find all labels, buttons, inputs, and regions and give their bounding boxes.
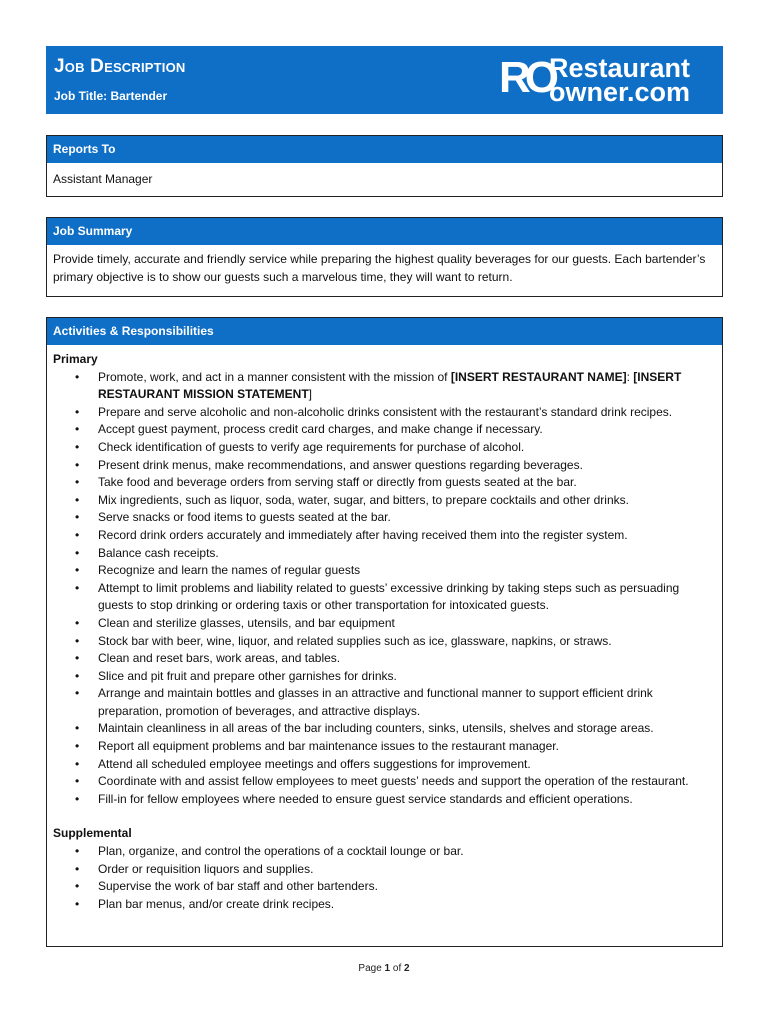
list-item-text: Serve snacks or food items to guests seated at the bar. bbox=[98, 510, 391, 525]
list-item bbox=[53, 633, 716, 651]
mission-placeholder-statement: [INSERT RESTAURANT MISSION STATEMENT bbox=[98, 369, 682, 402]
bullet-icon: • bbox=[75, 861, 80, 876]
activities-section bbox=[46, 317, 723, 947]
list-item bbox=[53, 439, 716, 457]
supplemental-list bbox=[53, 843, 716, 913]
list-item bbox=[53, 791, 716, 809]
list-item bbox=[53, 369, 716, 404]
list-item bbox=[53, 843, 716, 861]
mission-separator: : bbox=[626, 369, 634, 384]
list-item-text: Clean and sterilize glasses, utensils, and bar equipment bbox=[98, 615, 395, 630]
list-item bbox=[53, 896, 716, 914]
list-item bbox=[53, 668, 716, 686]
bullet-icon: • bbox=[75, 510, 80, 525]
supplemental-subheading: Supplemental bbox=[53, 826, 132, 841]
list-item bbox=[53, 492, 716, 510]
list-item-text: Order or requisition liquors and supplies. bbox=[98, 861, 314, 876]
bullet-icon: • bbox=[75, 739, 80, 754]
mission-end: ] bbox=[308, 387, 313, 402]
list-item-text: Accept guest payment, process credit card charges, and make change if necessary. bbox=[98, 422, 543, 437]
list-item bbox=[53, 615, 716, 633]
list-item-text: Take food and beverage orders from serving staff or directly from guests seated at the bar. bbox=[98, 475, 577, 490]
activities-heading: Activities & Responsibilities bbox=[47, 318, 722, 345]
document-header bbox=[46, 46, 723, 114]
bullet-icon: • bbox=[75, 580, 80, 595]
restaurant-owner-logo bbox=[499, 54, 709, 106]
activities-body bbox=[47, 345, 722, 919]
list-item-text: Maintain cleanliness in all areas of the bar including counters, sinks, utensils, shelves and storage areas. bbox=[98, 721, 654, 736]
bullet-icon: • bbox=[75, 686, 80, 701]
list-item bbox=[53, 527, 716, 545]
bullet-icon: • bbox=[75, 545, 80, 560]
bullet-icon: • bbox=[75, 721, 80, 736]
bullet-icon: • bbox=[75, 369, 80, 384]
bullet-icon: • bbox=[75, 404, 80, 419]
list-item-text: Stock bar with beer, wine, liquor, and related supplies such as ice, glassware, napkins, or straws. bbox=[98, 633, 612, 648]
list-item bbox=[53, 509, 716, 527]
list-item-text: Balance cash receipts. bbox=[98, 545, 219, 560]
primary-subheading: Primary bbox=[53, 352, 98, 366]
list-item-text: Plan bar menus, and/or create drink recipes. bbox=[98, 896, 335, 911]
list-item-text: Prepare and serve alcoholic and non-alcoholic drinks consistent with the restaurant’s standard drink recipes. bbox=[98, 404, 673, 419]
job-summary-heading: Job Summary bbox=[47, 218, 722, 245]
bullet-icon: • bbox=[75, 668, 80, 683]
list-item bbox=[53, 474, 716, 492]
list-item-text: Record drink orders accurately and immediately after having received them into the register system. bbox=[98, 527, 628, 542]
list-item bbox=[53, 738, 716, 756]
list-item-text: Recognize and learn the names of regular guests bbox=[98, 563, 361, 578]
list-item bbox=[53, 773, 716, 791]
list-item bbox=[53, 404, 716, 422]
list-item-text: Mix ingredients, such as liquor, soda, water, sugar, and bitters, to prepare cocktails and other drinks. bbox=[98, 492, 629, 507]
list-item-text: Present drink menus, make recommendations, and answer questions regarding beverages. bbox=[98, 457, 583, 472]
bullet-icon: • bbox=[75, 756, 80, 771]
logo-text-line1: Restaurant bbox=[549, 53, 691, 83]
list-item bbox=[53, 878, 716, 896]
bullet-icon: • bbox=[75, 475, 80, 490]
bullet-icon: • bbox=[75, 633, 80, 648]
bullet-icon: • bbox=[75, 439, 80, 454]
list-item-text: Attempt to limit problems and liability related to guests’ excessive drinking by taking steps such as persuading guests to stop drinking or ordering taxis or other transportation for intoxicated guests. bbox=[98, 580, 680, 613]
list-item bbox=[53, 421, 716, 439]
list-item-text: Report all equipment problems and bar maintenance issues to the restaurant manager. bbox=[98, 739, 559, 754]
job-title: Job Title: Bartender bbox=[54, 89, 168, 103]
list-item-text: Arrange and maintain bottles and glasses in an attractive and functional manner to support efficient drink preparation, promotion of beverages, and attractive displays. bbox=[98, 686, 653, 718]
bullet-icon: • bbox=[75, 492, 80, 507]
list-item-text: Attend all scheduled employee meetings and offers suggestions for improvement. bbox=[98, 756, 531, 771]
reports-to-heading: Reports To bbox=[47, 136, 722, 163]
list-item-text: Fill-in for fellow employees where needed to ensure guest service standards and efficient operations. bbox=[98, 791, 633, 806]
list-item bbox=[53, 650, 716, 668]
list-item bbox=[53, 756, 716, 774]
list-item-text: Plan, organize, and control the operations of a cocktail lounge or bar. bbox=[98, 844, 464, 859]
list-item bbox=[53, 580, 716, 615]
list-item bbox=[53, 720, 716, 738]
list-item bbox=[53, 545, 716, 563]
page-footer bbox=[0, 963, 768, 974]
page-total: 2 bbox=[404, 963, 410, 974]
job-summary-text: Provide timely, accurate and friendly service while preparing the highest quality beverages for our guests. Each bartender’s primary objective is to show our guests such a marvelous time, they will want to return. bbox=[53, 252, 706, 284]
bullet-icon: • bbox=[75, 791, 80, 806]
bullet-icon: • bbox=[75, 457, 80, 472]
page-label: Page bbox=[358, 963, 382, 974]
list-item-text: Coordinate with and assist fellow employees to meet guests’ needs and support the operation of the restaurant. bbox=[98, 774, 689, 789]
list-item-text: Check identification of guests to verify age requirements for purchase of alcohol. bbox=[98, 439, 525, 454]
bullet-icon: • bbox=[75, 422, 80, 437]
list-item bbox=[53, 861, 716, 879]
primary-list bbox=[53, 369, 716, 809]
list-item-text: Clean and reset bars, work areas, and tables. bbox=[98, 651, 341, 666]
reports-to-section bbox=[46, 135, 723, 197]
job-summary-section bbox=[46, 217, 723, 297]
reports-to-value: Assistant Manager bbox=[53, 172, 153, 186]
bullet-icon: • bbox=[75, 651, 80, 666]
bullet-icon: • bbox=[75, 774, 80, 789]
logo-mark-icon: RO bbox=[499, 53, 553, 102]
bullet-icon: • bbox=[75, 563, 80, 578]
of-label: of bbox=[392, 963, 402, 974]
list-item-text: Slice and pit fruit and prepare other garnishes for drinks. bbox=[98, 668, 397, 683]
bullet-icon: • bbox=[75, 879, 80, 894]
list-item bbox=[53, 457, 716, 475]
bullet-icon: • bbox=[75, 527, 80, 542]
bullet-icon: • bbox=[75, 844, 80, 859]
bullet-icon: • bbox=[75, 615, 80, 630]
list-item bbox=[53, 562, 716, 580]
logo-text-line2: owner.com bbox=[549, 77, 691, 107]
list-item bbox=[53, 685, 716, 720]
list-item-text: Promote, work, and act in a manner consistent with the mission of bbox=[98, 369, 451, 384]
mission-placeholder-name: [INSERT RESTAURANT NAME] bbox=[450, 369, 627, 384]
page-number: 1 bbox=[384, 963, 391, 974]
list-item-text: Supervise the work of bar staff and other bartenders. bbox=[98, 879, 378, 894]
document-title: Job Description bbox=[54, 56, 186, 77]
bullet-icon: • bbox=[75, 896, 80, 911]
